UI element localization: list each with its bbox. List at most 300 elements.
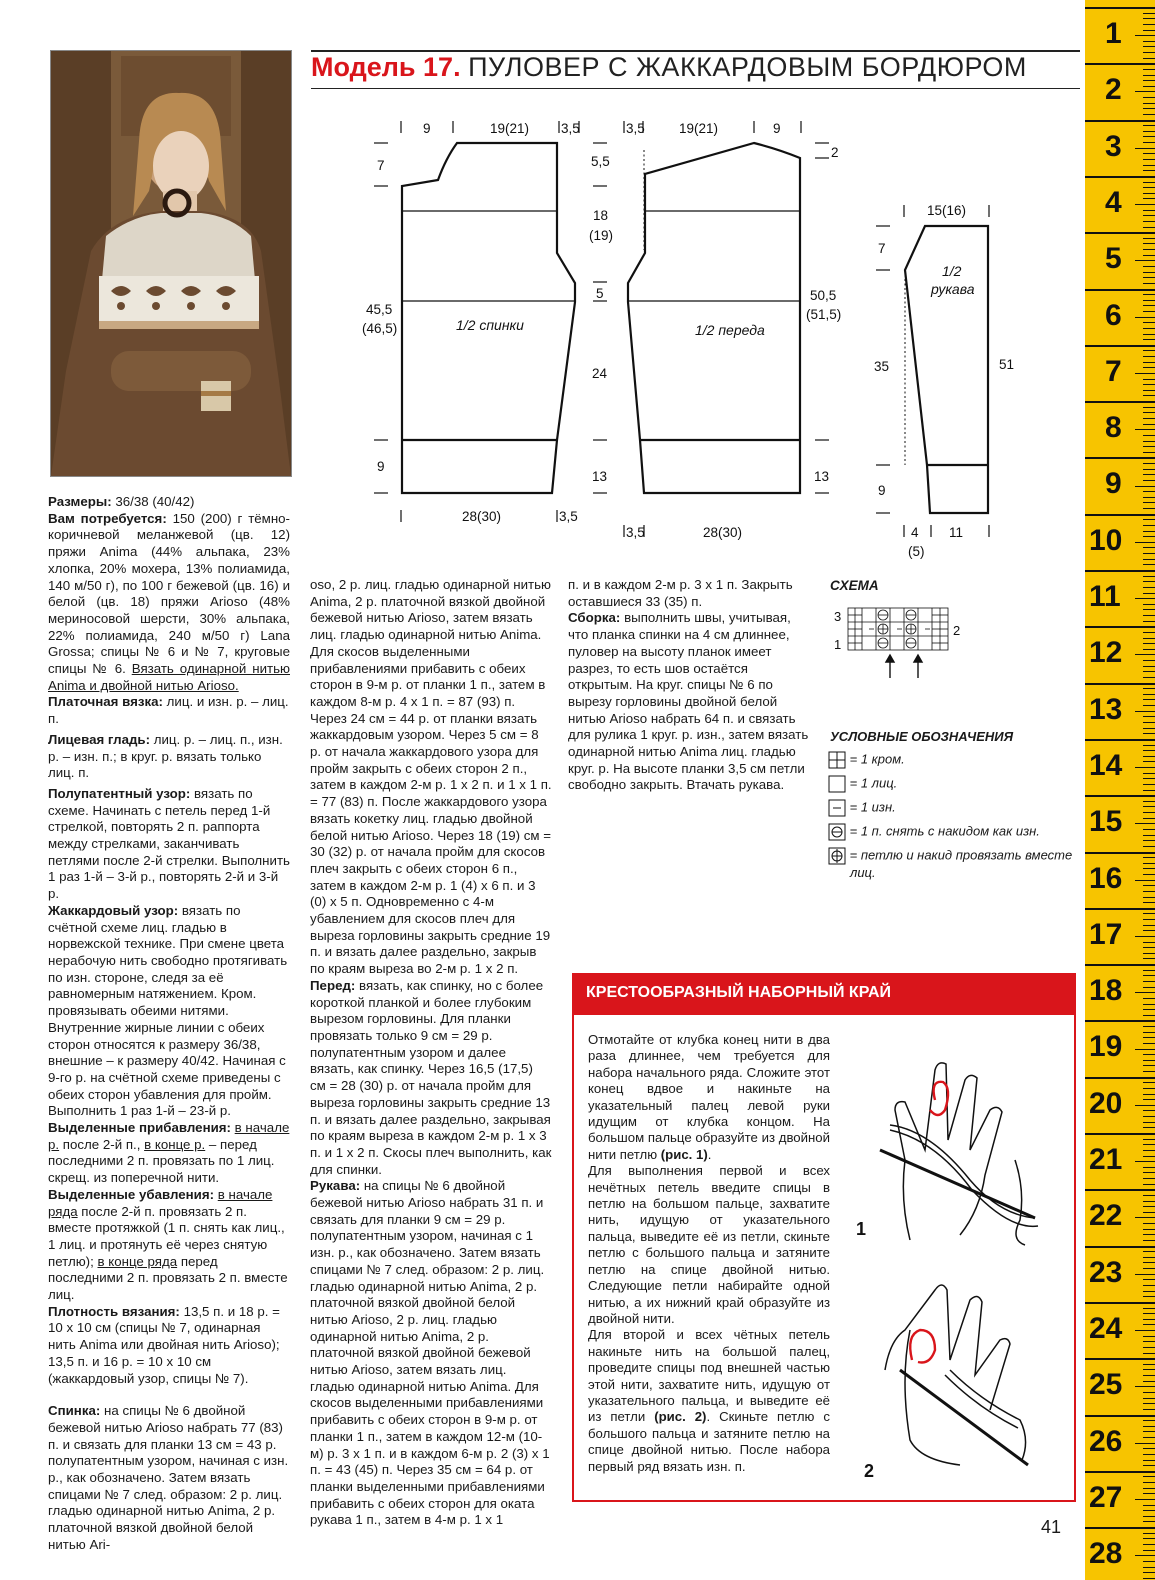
ruler-mm-tick <box>1143 1448 1155 1449</box>
dim-sleeve-11: 11 <box>949 525 964 540</box>
ruler-mm-tick <box>1143 784 1155 785</box>
ruler-mm-tick <box>1143 339 1155 340</box>
ruler-mm-tick <box>1143 1454 1155 1455</box>
ruler-mm-tick <box>1135 598 1155 599</box>
ruler-cm-line <box>1085 908 1155 910</box>
ruler-mm-tick <box>1135 317 1155 318</box>
ruler-mm-tick <box>1143 1026 1155 1027</box>
cast-on-p1-end: . <box>707 1146 712 1162</box>
ruler-mm-tick <box>1143 1043 1155 1044</box>
ruler-mm-tick <box>1135 992 1155 993</box>
ruler-number: 3 <box>1105 129 1122 163</box>
ruler-mm-tick <box>1143 153 1155 154</box>
ruler-mm-tick <box>1143 198 1155 199</box>
dim-f-top-9: 9 <box>773 121 781 136</box>
ruler-mm-tick <box>1143 390 1155 391</box>
page-number: 41 <box>1041 1517 1062 1537</box>
ruler-mm-tick <box>1143 671 1155 672</box>
ruler-mm-tick <box>1143 1127 1155 1128</box>
ruler-mm-tick <box>1143 1465 1155 1466</box>
pattern-diagram-lines <box>0 0 1080 580</box>
cast-on-p3 <box>588 1327 830 1475</box>
knit-stitch-icon <box>828 775 846 793</box>
ruler-mm-tick <box>1143 1094 1155 1095</box>
ruler-mm-tick <box>1135 1386 1155 1387</box>
decreases-paragraph <box>48 1187 290 1304</box>
ruler-mm-tick <box>1143 469 1155 470</box>
ruler-number: 9 <box>1105 467 1122 501</box>
text-column-3 <box>568 577 813 794</box>
ruler-mm-tick <box>1143 362 1155 363</box>
ruler-mm-tick <box>1143 1082 1155 1083</box>
gauge-paragraph <box>48 1304 290 1388</box>
ruler-mm-tick <box>1143 1437 1155 1438</box>
ruler-mm-tick <box>1143 412 1155 413</box>
ruler-mm-tick <box>1143 379 1155 380</box>
ruler-mm-tick <box>1143 958 1155 959</box>
legend-slip-text: = 1 п. снять с накидом как изн. <box>849 823 1040 839</box>
dim-mid-19: (19) <box>589 228 614 243</box>
ruler-mm-tick <box>1143 24 1155 25</box>
ruler-cm-line <box>1085 176 1155 178</box>
ruler-mm-tick <box>1143 609 1155 610</box>
ruler-mm-tick <box>1143 227 1155 228</box>
materials-paragraph <box>48 511 290 695</box>
dim-sleeve-51: 51 <box>999 357 1015 372</box>
ruler-mm-tick <box>1143 1533 1155 1534</box>
ruler-mm-tick <box>1143 1561 1155 1562</box>
ruler-mm-tick <box>1143 277 1155 278</box>
legend-knit-together <box>828 847 1072 865</box>
ruler-mm-tick <box>1143 266 1155 267</box>
fig2-number: 2 <box>864 1461 875 1481</box>
ruler-mm-tick <box>1143 840 1155 841</box>
ruler-mm-tick <box>1143 1353 1155 1354</box>
ruler-mm-tick <box>1143 1381 1155 1382</box>
increases-heading: Выделенные прибавления: <box>48 1120 231 1136</box>
ruler-number: 2 <box>1105 73 1122 107</box>
ruler-mm-tick <box>1143 334 1155 335</box>
ruler-mm-tick <box>1143 1257 1155 1258</box>
dim-right-505: 50,5 <box>810 288 837 303</box>
ruler-mm-tick <box>1143 474 1155 475</box>
ruler-number: 18 <box>1089 974 1123 1008</box>
ruler-mm-tick <box>1143 30 1155 31</box>
dim-bottom-28a: 28(30) <box>462 509 502 524</box>
ruler-mm-tick <box>1143 182 1155 183</box>
dim-left-465: (46,5) <box>362 321 398 336</box>
ruler-mm-tick <box>1143 581 1155 582</box>
ruler-mm-tick <box>1143 756 1155 757</box>
garter-paragraph <box>48 694 290 727</box>
ruler-mm-tick <box>1143 1032 1155 1033</box>
ruler-mm-tick <box>1143 395 1155 396</box>
ruler-mm-tick <box>1143 891 1155 892</box>
legend-purl <box>828 799 896 817</box>
sizes-heading: Размеры: <box>48 494 112 509</box>
ruler-mm-tick <box>1143 1184 1155 1185</box>
decreases-text-a: после 2-й п. провязать 2 п. вместе протяжкой (1 п. снять как лиц., 1 лиц. и протянуть её через снятую петлю); <box>48 1203 285 1269</box>
ruler-mm-tick <box>1143 52 1155 53</box>
decreases-heading: Выделенные убавления: <box>48 1186 215 1202</box>
ruler-cm-line <box>1085 1020 1155 1022</box>
ruler-number: 15 <box>1089 805 1123 839</box>
ruler-mm-tick <box>1135 1330 1155 1331</box>
cast-on-p1-text: Отмотайте от клубка конец нити в два раза длиннее, чем требуется для набора начального ряда. Сложите этот конец вдвое и накиньте на указательный палец левой руки идущим от клубка концом. На большом пальце образуйте из двойной нити петлю <box>588 1032 830 1162</box>
ruler-mm-tick <box>1143 1296 1155 1297</box>
ruler-number: 17 <box>1089 917 1123 951</box>
cast-on-p3-end: . Скиньте петлю с большого пальца и затяните петлю на спице двойной нитью. После набора первый ряд вязать изн. п. <box>588 1409 830 1474</box>
ruler-mm-tick <box>1143 1409 1155 1410</box>
ruler-number: 28 <box>1089 1537 1123 1571</box>
ruler-cm-line <box>1085 683 1155 685</box>
dim-sleeve-9: 9 <box>878 483 886 498</box>
ruler-mm-tick <box>1143 1505 1155 1506</box>
ruler-mm-tick <box>1135 880 1155 881</box>
ruler-mm-tick <box>1143 480 1155 481</box>
dim-mid-55: 5,5 <box>591 154 610 169</box>
ruler-mm-tick <box>1143 547 1155 548</box>
ruler-number: 25 <box>1089 1368 1123 1402</box>
hand-illustrations <box>850 1040 1070 1490</box>
ruler-mm-tick <box>1143 86 1155 87</box>
cast-on-p1 <box>588 1032 830 1163</box>
dim-mid-5: 5 <box>596 286 604 301</box>
ruler-mm-tick <box>1143 1037 1155 1038</box>
text-column-2 <box>310 577 552 1529</box>
ruler-cm-line <box>1085 964 1155 966</box>
ruler-mm-tick <box>1143 660 1155 661</box>
ruler-mm-tick <box>1143 1201 1155 1202</box>
legend-knit <box>828 775 897 793</box>
ruler-mm-tick <box>1143 97 1155 98</box>
dim-f-top-35: 3,5 <box>626 121 645 136</box>
dim-right-515: (51,5) <box>806 307 842 322</box>
sleeves-heading: Рукава: <box>310 1178 361 1194</box>
ruler-mm-tick <box>1143 69 1155 70</box>
stockinette-heading: Лицевая гладь: <box>48 731 151 747</box>
sizes-paragraph <box>48 494 290 511</box>
stockinette-text: лиц. р. – лиц. п., изн. р. – изн. п.; в круг. р. вязать только лиц. п. <box>48 731 283 781</box>
ruler-mm-tick <box>1143 210 1155 211</box>
back-text: на спицы № 6 двойной бежевой нитью Arioso набрать 77 (83) п. и связать для планки 13 см = 43 р. полупатентным узором, начиная с изн. р., как обозначено. Затем вязать спицами № 7 след. образом: 2 р. лиц. гладью одинарной нитью Anima, 2 р. платочной вязкой двойной белой нитью Ari- <box>48 1403 289 1552</box>
ruler-mm-tick <box>1143 1544 1155 1545</box>
ruler-mm-tick <box>1143 930 1155 931</box>
ruler-mm-tick <box>1143 615 1155 616</box>
decreases-text-b: перед последними 2 п. провязать 2 п. вместе лиц. <box>48 1253 288 1303</box>
ruler-mm-tick <box>1143 1009 1155 1010</box>
ruler-mm-tick <box>1143 1004 1155 1005</box>
ruler-mm-tick <box>1143 1313 1155 1314</box>
ruler-mm-tick <box>1135 1499 1155 1500</box>
ruler-mm-tick <box>1143 1567 1155 1568</box>
legend-title: УСЛОВНЫЕ ОБОЗНАЧЕНИЯ <box>830 729 1014 744</box>
ruler-mm-tick <box>1143 1178 1155 1179</box>
dim-b-top-35: 3,5 <box>561 121 580 136</box>
ruler-mm-tick <box>1143 925 1155 926</box>
ruler-mm-tick <box>1135 148 1155 149</box>
ruler-mm-tick <box>1143 187 1155 188</box>
jacquard-heading: Жаккардовый узор: <box>48 902 179 918</box>
ruler-mm-tick <box>1135 91 1155 92</box>
ruler-mm-tick <box>1143 576 1155 577</box>
ruler-mm-tick <box>1143 41 1155 42</box>
ruler-mm-tick <box>1135 429 1155 430</box>
ruler-mm-tick <box>1135 1049 1155 1050</box>
assembly-paragraph <box>568 610 813 794</box>
ruler-mm-tick <box>1143 705 1155 706</box>
ruler-cm-line <box>1085 457 1155 459</box>
ruler-number: 16 <box>1089 861 1123 895</box>
ruler-mm-tick <box>1143 418 1155 419</box>
ruler-mm-tick <box>1143 750 1155 751</box>
ruler-mm-tick <box>1143 564 1155 565</box>
ruler-cm-line <box>1085 7 1155 9</box>
half-fisherman-text: вязать по схеме. Начинать с петель перед 1-й стрелкой, повторять 2 п. раппорта между стрелками, заканчивать петлями после 2-й стрелки. Выполнить 1 раз 1-й – 3-й р., повторять 2-й и 3-й р. <box>48 785 290 902</box>
ruler-mm-tick <box>1143 1375 1155 1376</box>
measuring-tape <box>1085 0 1155 1580</box>
ruler-mm-tick <box>1143 604 1155 605</box>
ruler-mm-tick <box>1143 1054 1155 1055</box>
ruler-mm-tick <box>1143 745 1155 746</box>
ruler-mm-tick <box>1143 502 1155 503</box>
ruler-number: 13 <box>1089 692 1123 726</box>
ruler-mm-tick <box>1135 486 1155 487</box>
knit-together-icon <box>828 847 846 865</box>
ruler-mm-tick <box>1143 165 1155 166</box>
legend-purl-text: = 1 изн. <box>849 799 896 815</box>
ruler-mm-tick <box>1143 778 1155 779</box>
cast-on-title: КРЕСТООБРАЗНЫЙ НАБОРНЫЙ КРАЙ <box>586 984 892 1001</box>
dim-b-top-9: 9 <box>423 121 431 136</box>
ruler-mm-tick <box>1143 441 1155 442</box>
ruler-cm-line <box>1085 1415 1155 1417</box>
ruler-mm-tick <box>1143 350 1155 351</box>
fig2-ref: (рис. 2) <box>654 1409 707 1425</box>
ruler-mm-tick <box>1143 13 1155 14</box>
ruler-mm-tick <box>1143 255 1155 256</box>
ruler-mm-tick <box>1143 103 1155 104</box>
ruler-mm-tick <box>1143 790 1155 791</box>
ruler-mm-tick <box>1143 435 1155 436</box>
materials-text: 150 (200) г тёмно-коричневой меланжевой (цв. 12) пряжи Anima (44% альпака, 23% хлопка, 20% мохера, 13% полиамида, 140 м/50 г), по 100 г бежевой (цв. 16) и белой (цв. 18) пряжи Arioso (48% мериносовой шерсти, 30% альпака, 22% полиамида, 240 м/50 г) Lana Grossa; спицы № 6 и № 7, круговые спицы № 6. <box>48 510 290 677</box>
ruler-mm-tick <box>1143 424 1155 425</box>
ruler-mm-tick <box>1143 666 1155 667</box>
ruler-mm-tick <box>1143 1015 1155 1016</box>
ruler-mm-tick <box>1135 823 1155 824</box>
ruler-mm-tick <box>1143 1122 1155 1123</box>
ruler-mm-tick <box>1143 1139 1155 1140</box>
ruler-mm-tick <box>1143 699 1155 700</box>
ruler-mm-tick <box>1143 1212 1155 1213</box>
ruler-cm-line <box>1085 63 1155 65</box>
ruler-number: 19 <box>1089 1030 1123 1064</box>
increases-start: в начале р. <box>48 1120 290 1152</box>
back-paragraph <box>48 1403 290 1553</box>
ruler-mm-tick <box>1143 384 1155 385</box>
ruler-mm-tick <box>1143 587 1155 588</box>
ruler-mm-tick <box>1143 305 1155 306</box>
increases-paragraph <box>48 1120 290 1187</box>
ruler-mm-tick <box>1143 1268 1155 1269</box>
ruler-mm-tick <box>1143 1403 1155 1404</box>
ruler-number: 10 <box>1089 523 1123 557</box>
ruler-mm-tick <box>1143 829 1155 830</box>
ruler-mm-tick <box>1143 58 1155 59</box>
ruler-cm-line <box>1085 570 1155 572</box>
ruler-number: 6 <box>1105 298 1122 332</box>
ruler-mm-tick <box>1143 1116 1155 1117</box>
ruler-mm-tick <box>1143 632 1155 633</box>
ruler-mm-tick <box>1143 1240 1155 1241</box>
ruler-mm-tick <box>1135 542 1155 543</box>
ruler-cm-line <box>1085 852 1155 854</box>
dim-sleeve-35: 35 <box>874 359 890 374</box>
materials-heading: Вам потребуется: <box>48 510 167 526</box>
ruler-mm-tick <box>1143 1060 1155 1061</box>
ruler-number: 12 <box>1089 636 1123 670</box>
gauge-heading: Плотность вязания: <box>48 1303 180 1319</box>
ruler-cm-line <box>1085 1189 1155 1191</box>
ruler-mm-tick <box>1143 863 1155 864</box>
ruler-cm-line <box>1085 1133 1155 1135</box>
ruler-mm-tick <box>1143 1234 1155 1235</box>
ruler-number: 7 <box>1105 354 1122 388</box>
ruler-mm-tick <box>1143 1156 1155 1157</box>
ruler-mm-tick <box>1143 1291 1155 1292</box>
cast-on-p2: Для выполнения первой и всех нечётных петель введите спицы в петлю на большом пальце, захватите нить, идущую от указательного пальца, выведите её из петли, скиньте петлю с большого пальца и затяните петлю на спице двойной нитью. Следующие петли набирайте одной нитью, а их нижний край образуйте из двойной нити. <box>588 1163 830 1326</box>
decreases-end: в конце ряда <box>97 1253 178 1269</box>
ruler-mm-tick <box>1143 1229 1155 1230</box>
ruler-mm-tick <box>1143 1488 1155 1489</box>
ruler-number: 14 <box>1089 748 1123 782</box>
ruler-mm-tick <box>1143 1172 1155 1173</box>
ruler-mm-tick <box>1143 452 1155 453</box>
ruler-mm-tick <box>1143 243 1155 244</box>
dim-sleeve-top: 15(16) <box>927 203 967 218</box>
ruler-mm-tick <box>1143 1578 1155 1579</box>
ruler-number: 21 <box>1089 1143 1123 1176</box>
legend-slip <box>828 823 1040 841</box>
ruler-mm-tick <box>1143 367 1155 368</box>
back-label: 1/2 спинки <box>456 317 524 333</box>
ruler-mm-tick <box>1143 649 1155 650</box>
ruler-mm-tick <box>1143 981 1155 982</box>
text-column-1 <box>48 494 290 1554</box>
ruler-mm-tick <box>1143 114 1155 115</box>
ruler-mm-tick <box>1143 1521 1155 1522</box>
ruler-mm-tick <box>1135 1217 1155 1218</box>
ruler-number: 20 <box>1089 1086 1123 1120</box>
ruler-mm-tick <box>1143 1460 1155 1461</box>
ruler-mm-tick <box>1143 953 1155 954</box>
sleeve-label-2: рукава <box>931 281 975 297</box>
ruler-mm-tick <box>1143 221 1155 222</box>
ruler-mm-tick <box>1143 688 1155 689</box>
dim-right-2: 2 <box>831 145 839 160</box>
front-heading: Перед: <box>310 977 356 993</box>
scheme-row-1: 1 <box>834 637 842 652</box>
ruler-mm-tick <box>1143 846 1155 847</box>
ruler-mm-tick <box>1143 1110 1155 1111</box>
ruler-mm-tick <box>1143 722 1155 723</box>
ruler-mm-tick <box>1143 519 1155 520</box>
model-title: ПУЛОВЕР С ЖАККАРДОВЫМ БОРДЮРОМ <box>468 52 1027 82</box>
ruler-mm-tick <box>1143 1167 1155 1168</box>
cast-on-p3-text: Для второй и всех чётных петель накиньте нить на большой палец, проведите спицы под внешней частью этой нити, захватите нить, идущую от указательного пальца, и выведите её из петли <box>588 1327 830 1425</box>
gauge-text: 13,5 п. и 18 р. = 10 х 10 см (спицы № 7, одинарная нить Anima или двойная нить Arioso); 13,5 п. и 16 р. = 10 х 10 см (жаккардовый узор, спицы № 7). <box>48 1303 280 1386</box>
ruler-mm-tick <box>1143 272 1155 273</box>
ruler-cm-line <box>1085 1471 1155 1473</box>
garter-text: лиц. и изн. р. – лиц. п. <box>48 694 289 727</box>
ruler-mm-tick <box>1143 322 1155 323</box>
ruler-mm-tick <box>1143 1262 1155 1263</box>
ruler-mm-tick <box>1143 806 1155 807</box>
ruler-number: 22 <box>1089 1199 1123 1233</box>
ruler-mm-tick <box>1143 1476 1155 1477</box>
ruler-number: 27 <box>1089 1480 1123 1514</box>
ruler-mm-tick <box>1143 1285 1155 1286</box>
ruler-cm-line <box>1085 739 1155 741</box>
ruler-mm-tick <box>1135 654 1155 655</box>
ruler-number: 23 <box>1089 1255 1123 1289</box>
ruler-mm-tick <box>1143 553 1155 554</box>
ruler-mm-tick <box>1143 694 1155 695</box>
model-number: Модель 17. <box>311 52 461 82</box>
increases-end: в конце р. <box>144 1136 206 1152</box>
ruler-mm-tick <box>1143 1099 1155 1100</box>
ruler-mm-tick <box>1143 525 1155 526</box>
ruler-number: 1 <box>1105 17 1122 50</box>
ruler-mm-tick <box>1135 373 1155 374</box>
ruler-mm-tick <box>1143 559 1155 560</box>
ruler-mm-tick <box>1143 801 1155 802</box>
legend-knit-text: = 1 лиц. <box>849 775 898 791</box>
ruler-mm-tick <box>1135 1105 1155 1106</box>
ruler-mm-tick <box>1143 131 1155 132</box>
ruler-mm-tick <box>1143 249 1155 250</box>
ruler-mm-tick <box>1135 711 1155 712</box>
dim-sleeve-4: 4 <box>911 525 919 540</box>
ruler-mm-tick <box>1143 75 1155 76</box>
assembly-heading: Сборка: <box>568 610 621 626</box>
ruler-mm-tick <box>1143 446 1155 447</box>
ruler-mm-tick <box>1143 407 1155 408</box>
dim-left-9: 9 <box>377 459 385 474</box>
ruler-mm-tick <box>1135 260 1155 261</box>
ruler-cm-line <box>1085 232 1155 234</box>
ruler-cm-line <box>1085 1246 1155 1248</box>
half-fisherman-paragraph <box>48 786 290 903</box>
ruler-number: 24 <box>1089 1311 1123 1345</box>
increases-text-a: после 2-й п., <box>59 1136 145 1152</box>
ruler-mm-tick <box>1143 1482 1155 1483</box>
front-label: 1/2 переда <box>695 322 765 338</box>
ruler-number: 26 <box>1089 1424 1123 1458</box>
ruler-mm-tick <box>1143 356 1155 357</box>
ruler-mm-tick <box>1143 638 1155 639</box>
ruler-mm-tick <box>1143 1195 1155 1196</box>
ruler-mm-tick <box>1135 1443 1155 1444</box>
dim-left-7: 7 <box>377 158 385 173</box>
slip-yo-icon <box>828 823 846 841</box>
ruler-mm-tick <box>1143 193 1155 194</box>
ruler-mm-tick <box>1143 874 1155 875</box>
ruler-cm-line <box>1085 289 1155 291</box>
edge-stitch-icon <box>828 751 846 769</box>
jacquard-text: вязать по счётной схеме лиц. гладью в норвежской технике. При смене цвета нерабочую нить свободно протягивать по изн. стороне, следя за её равномерным натяжением. Кром. провязывать обеими нитями. Внутренние жирные линии с обеих сторон относятся к размеру 36/38, внешние – к размеру 40/42. Начиная с 9-го р. на счётной схеме приведены с обеих сторон убавления для пройм. Выполнить 1 раз 1-й – 23-й р. <box>48 902 288 1119</box>
dim-bottom-35b: 3,5 <box>626 525 645 540</box>
